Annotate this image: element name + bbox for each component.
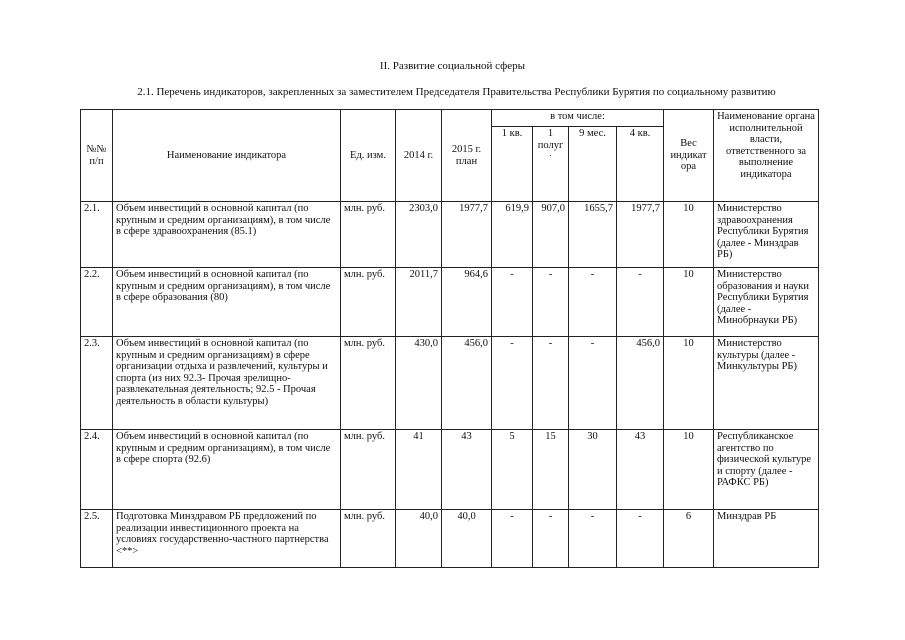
table-row (81, 337, 819, 430)
row-q1: 619,9 (492, 202, 533, 268)
row-num: 2.2. (81, 268, 113, 337)
header-unit: Ед. изм. (341, 110, 396, 202)
row-unit: млн. руб. (341, 202, 396, 268)
row-name: Объем инвестиций в основной капитал (по крупным и средним организациям), в том числе в сфере образования (80) (113, 268, 341, 337)
row-q4: 1977,7 (617, 202, 664, 268)
row-organ: Минздрав РБ (714, 510, 819, 568)
row-half: 15 (533, 430, 569, 510)
header-q1: 1 кв. (492, 127, 533, 202)
row-q4: - (617, 268, 664, 337)
header-half (533, 127, 569, 202)
row-weight: 10 (664, 430, 714, 510)
header-q4: 4 кв. (617, 127, 664, 202)
row-name: Объем инвестиций в основной капитал (по крупным и средним организациям), в том числе в сфере здравоохранения (85.1) (113, 202, 341, 268)
row-q4: - (617, 510, 664, 568)
row-num: 2.3. (81, 337, 113, 430)
row-2014: 430,0 (396, 337, 442, 430)
header-2014: 2014 г. (396, 110, 442, 202)
row-num: 2.5. (81, 510, 113, 568)
row-organ: Министерство образования и науки Республики Бурятия (далее - Минобрнауки РБ) (714, 268, 819, 337)
header-num: №№ п/п (81, 110, 113, 202)
table-row (81, 430, 819, 510)
table-row (81, 202, 819, 268)
row-organ: Министерство здравоохранения Республики Бурятия (далее - Минздрав РБ) (714, 202, 819, 268)
row-weight: 6 (664, 510, 714, 568)
row-half: - (533, 268, 569, 337)
row-9m: - (569, 337, 617, 430)
row-unit: млн. руб. (341, 430, 396, 510)
row-unit: млн. руб. (341, 268, 396, 337)
row-half: 907,0 (533, 202, 569, 268)
row-half: - (533, 337, 569, 430)
row-name: Подготовка Минздравом РБ предложений по реализации инвестиционного проекта на условиях государственно-частного партнерства <**> (113, 510, 341, 568)
row-num: 2.4. (81, 430, 113, 510)
row-9m: - (569, 510, 617, 568)
header-including: в том числе: (492, 110, 664, 127)
header-half-dot: . (549, 149, 552, 158)
header-9m: 9 мес. (569, 127, 617, 202)
table-row (81, 268, 819, 337)
section-title: II. Развитие социальной сферы (379, 60, 526, 72)
row-organ: Республиканское агентство по физической культуре и спорту (далее - РАФКС РБ) (714, 430, 819, 510)
header-name: Наименование индикатора (113, 110, 341, 202)
header-organ: Наименование органа исполнительной власти, ответственного за выполнение индикатора (714, 110, 819, 202)
row-weight: 10 (664, 268, 714, 337)
row-unit: млн. руб. (341, 337, 396, 430)
row-2014: 2303,0 (396, 202, 442, 268)
header-weight: Вес индикат ора (664, 110, 714, 202)
row-9m: - (569, 268, 617, 337)
row-2014: 2011,7 (396, 268, 442, 337)
row-num: 2.1. (81, 202, 113, 268)
row-9m: 30 (569, 430, 617, 510)
table-row (81, 510, 819, 568)
row-2014: 40,0 (396, 510, 442, 568)
row-name: Объем инвестиций в основной капитал (по крупным и средним организациям), в том числе в сфере спорта (92.6) (113, 430, 341, 510)
row-2015: 43 (442, 430, 492, 510)
row-2014: 41 (396, 430, 442, 510)
row-q1: - (492, 268, 533, 337)
row-unit: млн. руб. (341, 510, 396, 568)
row-q1: - (492, 510, 533, 568)
row-2015: 40,0 (442, 510, 492, 568)
row-q4: 456,0 (617, 337, 664, 430)
row-q4: 43 (617, 430, 664, 510)
row-2015: 964,6 (442, 268, 492, 337)
header-2015: 2015 г. план (442, 110, 492, 202)
row-weight: 10 (664, 337, 714, 430)
row-2015: 1977,7 (442, 202, 492, 268)
indicators-table (80, 109, 819, 568)
row-9m: 1655,7 (569, 202, 617, 268)
row-2015: 456,0 (442, 337, 492, 430)
header-half-label: 1 полуг (537, 128, 564, 151)
row-half: - (533, 510, 569, 568)
row-organ: Министерство культуры (далее - Минкультуры РБ) (714, 337, 819, 430)
row-name: Объем инвестиций в основной капитал (по крупным и средним организациям) в сфере организации отдыха и развлечений, культуры и спорта (из них 92.3- Прочая зрелищно-развлекательная деятельность; 92.5 - Прочая деятельность в области культуры) (113, 337, 341, 430)
row-q1: - (492, 337, 533, 430)
row-weight: 10 (664, 202, 714, 268)
table-subtitle: 2.1. Перечень индикаторов, закрепленных за заместителем Председателя Правительства Республики Бурятия по социальному развитию (137, 86, 776, 98)
row-q1: 5 (492, 430, 533, 510)
